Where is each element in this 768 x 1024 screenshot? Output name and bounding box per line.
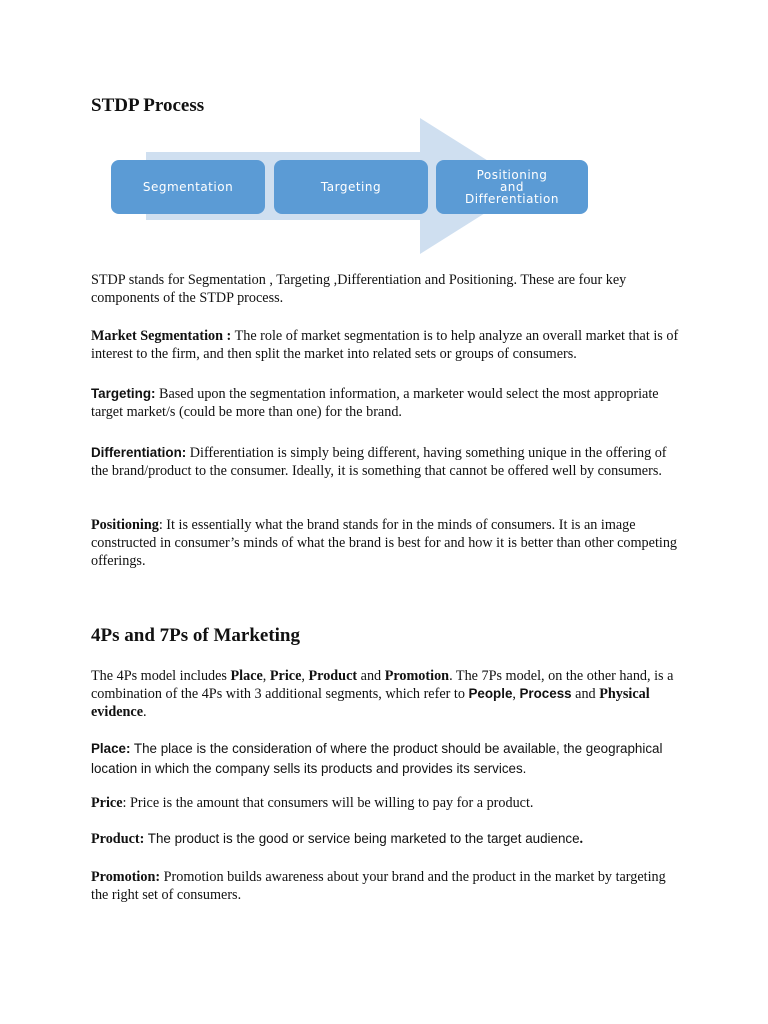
- marketing-intro: The 4Ps model includes Place, Price, Product and Promotion. The 7Ps model, on the other hand, is a combination of the 4Ps with 3 additional segments, which refer to People, Process and Physical evidence.: [91, 668, 674, 720]
- positioning-term: Positioning: [91, 517, 159, 533]
- segmentation-term: Market Segmentation :: [91, 328, 232, 344]
- targeting-label: Targeting: [320, 180, 382, 194]
- place-paragraph: Place: The place is the consideration of where the product should be available, the geographical location in which the company sells its products and provides its services.: [91, 741, 663, 776]
- positioning-label-line3: Differentiation: [465, 192, 559, 206]
- positioning-label-line2: and: [499, 180, 525, 194]
- differentiation-paragraph: Differentiation: Differentiation is simply being different, having something unique in the offering of the brand/product to the consumer. Ideally, it is something that cannot be offered well by consumers.: [91, 445, 667, 479]
- segmentation-label: Segmentation: [142, 180, 234, 194]
- product-paragraph: Product: The product is the good or service being marketed to the target audience.: [91, 831, 584, 847]
- marketing-heading: 4Ps and 7Ps of Marketing: [91, 625, 300, 646]
- product-term: Product:: [91, 831, 145, 847]
- targeting-term: Targeting:: [91, 386, 156, 401]
- stdp-intro: STDP stands for Segmentation , Targeting ,Differentiation and Positioning. These are four key components of the STDP process.: [91, 272, 627, 306]
- differentiation-term: Differentiation:: [91, 445, 187, 460]
- stdp-process-diagram: [108, 118, 594, 256]
- promotion-term: Promotion:: [91, 869, 161, 885]
- price-term: Price: [91, 795, 123, 811]
- targeting-paragraph: Targeting: Based upon the segmentation information, a marketer would select the most appropriate target market/s (could be more than one) for the brand.: [91, 386, 659, 420]
- positioning-label-line1: Positioning: [476, 168, 548, 182]
- segmentation-paragraph: Market Segmentation : The role of market segmentation is to help analyze an overall market that is of interest to the firm, and then split the market into related sets or groups of consumers.: [91, 328, 679, 362]
- price-paragraph: Price: Price is the amount that consumers will be willing to pay for a product.: [91, 795, 534, 811]
- positioning-paragraph: Positioning: It is essentially what the brand stands for in the minds of consumers. It is an image constructed in consumer’s minds of what the brand is best for and how it is better than other competing offerings.: [91, 517, 678, 569]
- stdp-heading: STDP Process: [91, 95, 205, 116]
- place-term: Place:: [91, 741, 131, 756]
- promotion-paragraph: Promotion: Promotion builds awareness about your brand and the product in the market by targeting the right set of consumers.: [91, 869, 666, 903]
